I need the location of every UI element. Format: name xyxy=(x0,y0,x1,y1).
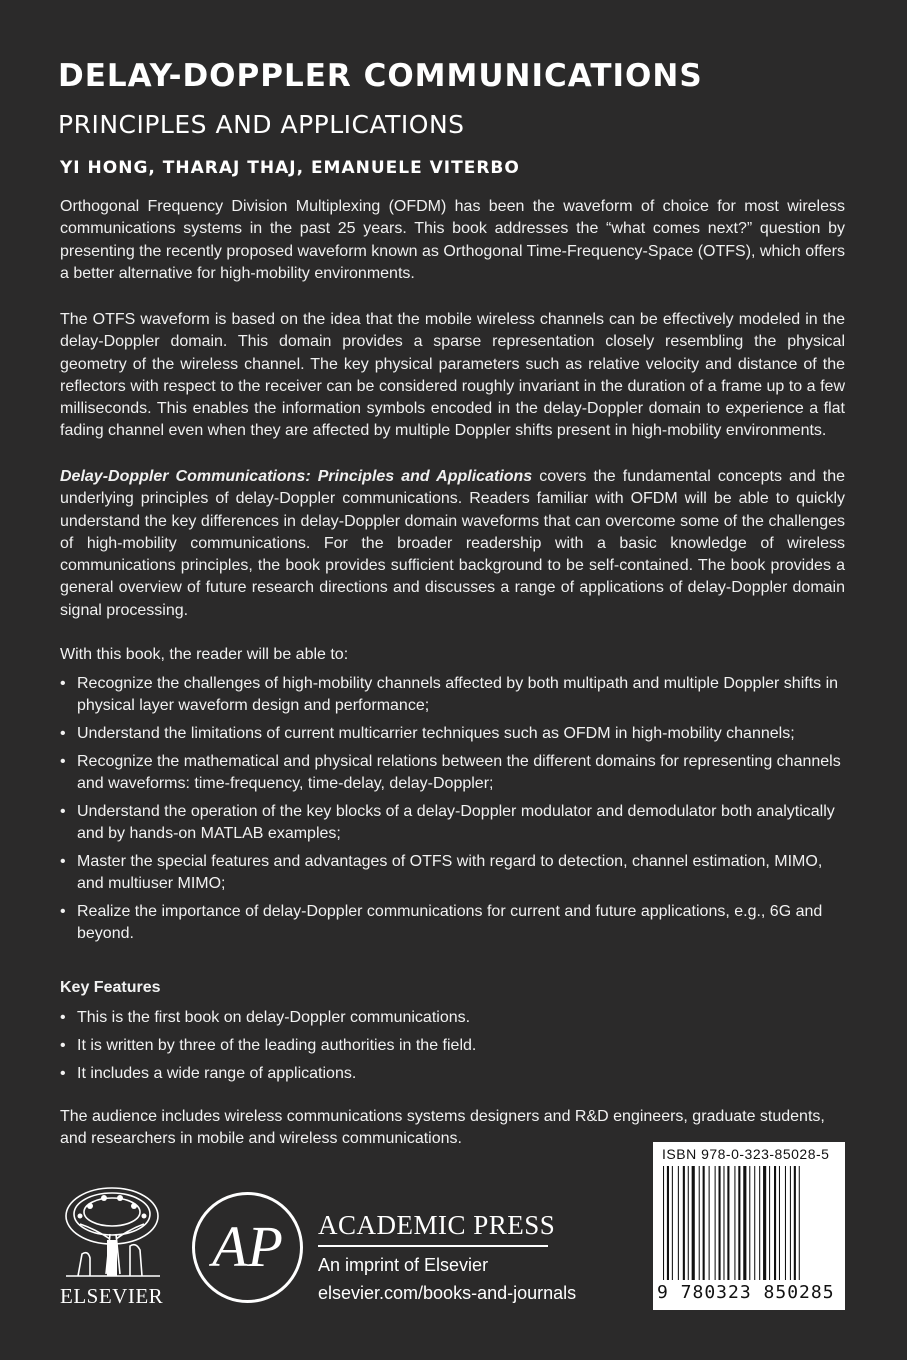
list-item: • Understand the limitations of current multicarrier techniques such as OFDM in high-mobility channels; xyxy=(60,723,850,745)
academic-press-logo xyxy=(190,1190,305,1305)
book-subtitle: PRINCIPLES AND APPLICATIONS xyxy=(58,110,465,139)
list-item: • It is written by three of the leading authorities in the field. xyxy=(60,1035,850,1057)
description-paragraph-2: The OTFS waveform is based on the idea that the mobile wireless channels can be effectively modeled in the delay-Doppler domain. This domain provides a sparse representation closely resembling the physical geometry of the wireless channel. The key physical parameters such as relative velocity and distance of the reflectors with respect to the receiver can be considered roughly invariant in the duration of a frame up to a few milliseconds. This enables the information symbols encoded in the delay-Doppler domain to experience a flat fading channel even when they are affected by multiple Doppler shifts present in high-mobility environments. xyxy=(60,311,845,440)
elsevier-tree-logo xyxy=(60,1184,165,1282)
barcode-bar xyxy=(743,1166,746,1280)
barcode-bar xyxy=(692,1166,695,1280)
barcode-bar xyxy=(663,1166,664,1280)
book-title: DELAY-DOPPLER COMMUNICATIONS xyxy=(58,58,703,94)
list-item: • It includes a wide range of applications. xyxy=(60,1063,850,1085)
list-item: • Recognize the mathematical and physical relations between the different domains for representing channels and waveforms: time-frequency, time-delay, delay-Doppler; xyxy=(60,751,850,795)
description-paragraph-1: Orthogonal Frequency Division Multiplexing (OFDM) has been the waveform of choice for most wireless communications systems in the past 25 years. This book addresses the “what comes next?” question by presenting the recently proposed waveform known as Orthogonal Time-Frequency-Space (OTFS), which offers a better alternative for high-mobility environments. xyxy=(60,198,845,282)
list-item: • Recognize the challenges of high-mobility channels affected by both multipath and multiple Doppler shifts in physical layer waveform design and performance; xyxy=(60,673,850,717)
barcode-bar xyxy=(667,1166,669,1280)
publisher-name: ACADEMIC PRESS xyxy=(318,1210,556,1240)
barcode-bar xyxy=(754,1166,755,1280)
book-authors: YI HONG, THARAJ THAJ, EMANUELE VITERBO xyxy=(60,158,520,178)
barcode-bar xyxy=(699,1166,700,1280)
barcode-bar xyxy=(769,1166,770,1280)
barcode-bar xyxy=(799,1166,800,1280)
isbn-digits: 9 780323 850285 xyxy=(657,1282,835,1303)
audience-paragraph: The audience includes wireless communications systems designers and R&D engineers, graduate students, and researchers in mobile and wireless communications. xyxy=(60,1108,825,1148)
barcode-bar xyxy=(790,1166,791,1280)
key-features-heading: Key Features xyxy=(60,979,161,996)
barcode-bar xyxy=(763,1166,766,1280)
barcode-bar xyxy=(759,1166,760,1280)
barcode-bar xyxy=(683,1166,685,1280)
barcode-bar xyxy=(794,1166,796,1280)
isbn-label: ISBN 978-0-323-85028-5 xyxy=(662,1146,830,1162)
barcode-icon xyxy=(663,1166,835,1280)
reader-intro: With this book, the reader will be able to: xyxy=(60,646,349,663)
barcode-bar xyxy=(774,1166,776,1280)
ap-monogram: AP xyxy=(212,1214,283,1279)
barcode-bar xyxy=(672,1166,673,1280)
key-features-list xyxy=(60,1007,850,1091)
barcode-bar xyxy=(703,1166,705,1280)
reader-outcomes-list xyxy=(60,673,850,951)
publisher-url: elsevier.com/books-and-journals xyxy=(318,1283,577,1303)
description-paragraph-3 xyxy=(60,466,845,622)
list-item: • Realize the importance of delay-Doppler communications for current and future applications, e.g., 6G and beyond. xyxy=(60,901,850,945)
barcode-bar xyxy=(715,1166,716,1280)
book-title-reference: Delay-Doppler Communications: Principles and Applications xyxy=(60,468,533,485)
list-item: • This is the first book on delay-Doppler communications. xyxy=(60,1007,850,1029)
publisher-rule xyxy=(318,1245,548,1247)
barcode-bar xyxy=(779,1166,780,1280)
publisher-imprint: An imprint of Elsevier xyxy=(318,1255,489,1275)
barcode-bar xyxy=(719,1166,721,1280)
barcode-bar xyxy=(709,1166,710,1280)
isbn-barcode-box xyxy=(653,1142,845,1310)
barcode-bar xyxy=(727,1166,729,1280)
barcode-bar xyxy=(734,1166,735,1280)
list-item: • Master the special features and advantages of OTFS with regard to detection, channel estimation, MIMO, and multiuser MIMO; xyxy=(60,851,850,895)
elsevier-wordmark: ELSEVIER xyxy=(60,1284,164,1308)
barcode-bar xyxy=(749,1166,750,1280)
list-item: • Understand the operation of the key blocks of a delay-Doppler modulator and demodulator both analytically and by hands-on MATLAB examples; xyxy=(60,801,850,845)
barcode-bar xyxy=(723,1166,724,1280)
barcode-bar xyxy=(785,1166,786,1280)
barcode-bar xyxy=(678,1166,679,1280)
barcode-bar xyxy=(688,1166,689,1280)
paragraph-3-text: covers the fundamental concepts and the underlying principles of delay-Doppler communications. Readers familiar with OFDM will be able to quickly understand the key differences in delay-Doppler domain waveforms that can overcome some of the challenges of high-mobility communications. For the broader readership with a basic knowledge of wireless communications principles, the book provides sufficient background to be self-contained. The book provides a general overview of future research directions and discusses a range of applications of delay-Doppler domain signal processing. xyxy=(60,468,846,619)
barcode-bar xyxy=(738,1166,740,1280)
